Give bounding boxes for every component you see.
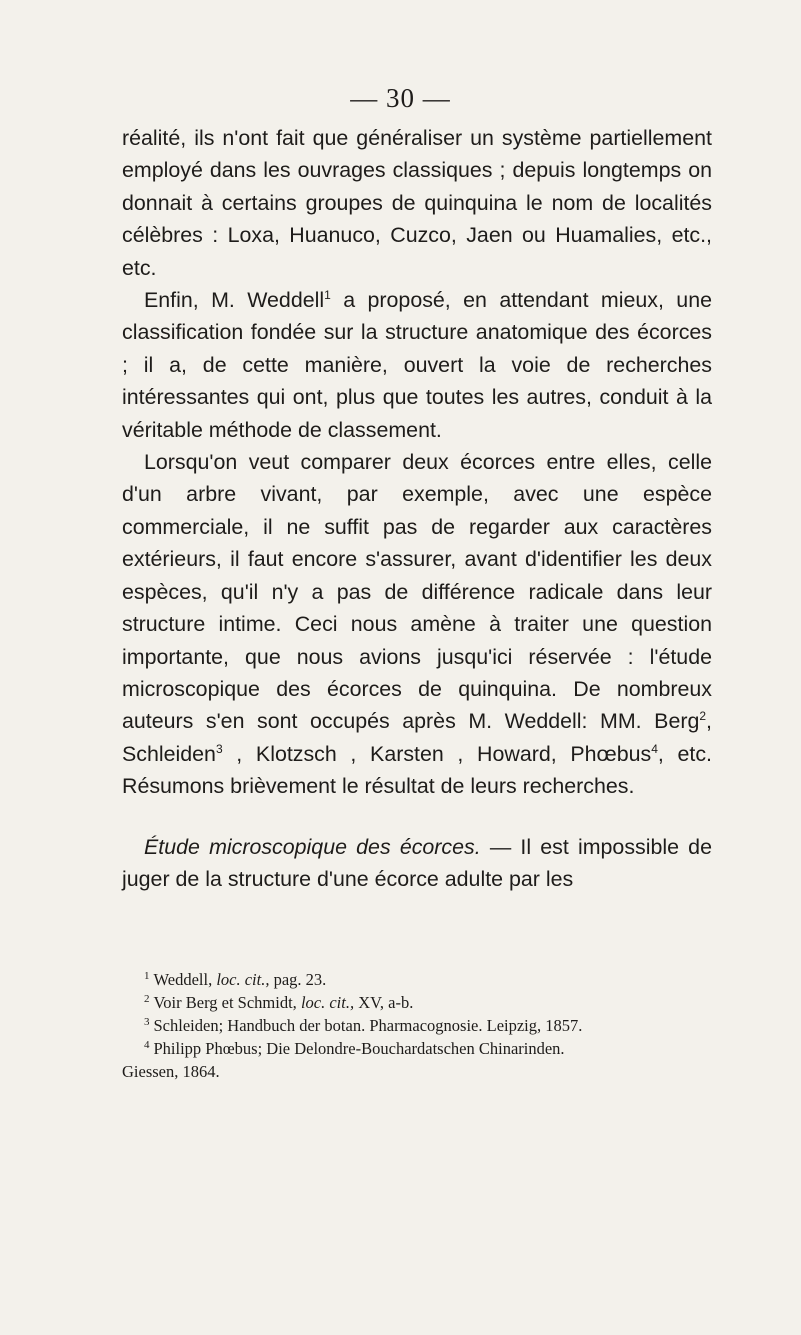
footnote-4	[122, 1037, 712, 1060]
footnote-ref-2: 2	[699, 709, 707, 724]
footnote-3	[122, 1014, 712, 1037]
footnote-text: Weddell,	[153, 970, 217, 989]
page-number: — 30 —	[350, 83, 451, 113]
paragraph-2-text-b: a proposé, en attendant mieux, une classification fondée sur la structure anatomique des écorces ; il a, de cette manière, ouvert la voie de recherches intéressantes qui ont, plus que toutes les autres, conduit à la véritable méthode de classement.	[122, 288, 712, 442]
section-text: — Il est impossible de juger de la structure d'une écorce adulte par les	[122, 834, 712, 891]
footnote-ref-3: 3	[215, 741, 223, 756]
footnote-text-after: pag. 23.	[269, 970, 327, 989]
footnote-2	[122, 991, 712, 1014]
paragraph-3	[122, 446, 712, 802]
paragraph-2-text-a: Enfin, M. Weddell	[144, 288, 325, 313]
footnote-italic: loc. cit.,	[216, 970, 270, 989]
footnote-number: 4	[144, 1038, 150, 1051]
paragraph-2	[122, 284, 712, 446]
footnote-number: 1	[144, 969, 150, 982]
footnote-italic: loc. cit.,	[300, 993, 355, 1012]
footnote-1	[122, 968, 712, 991]
footnote-text: Voir Berg et Schmidt,	[153, 993, 301, 1012]
footnotes	[122, 968, 712, 1083]
footnote-text: Philipp Phœbus; Die Delondre-Bouchardatschen Chinarinden.	[153, 1039, 565, 1058]
footnote-text: Schleiden; Handbuch der botan. Pharmacognosie. Leipzig, 1857.	[153, 1016, 583, 1035]
body-text	[122, 122, 712, 895]
footnote-ref-4: 4	[651, 741, 658, 756]
section-paragraph	[122, 831, 712, 896]
paragraph-3-text-a: Lorsqu'on veut comparer deux écorces entre elles, celle d'un arbre vivant, par exemple, avec une espèce commerciale, il ne suffit pas de regarder aux caractères extérieurs, il faut encore s'assurer, avant d'identifier les deux espèces, qu'il n'y a pas de différence radicale dans leur structure intime. Ceci nous amène à traiter une question importante, que nous avions jusqu'ici réservée : l'étude microscopique des écorces de quinquina. De nombreux auteurs s'en sont occupés après M. Weddell: MM. Berg	[122, 450, 712, 734]
footnote-number: 3	[144, 1015, 150, 1028]
footnote-text-after: XV, a-b.	[354, 993, 414, 1012]
paragraph-3-text-c: , Klotzsch , Karsten , Howard, Phœbus	[222, 741, 652, 766]
paragraph-1: réalité, ils n'ont fait que généraliser un système partiellement employé dans les ouvrages classiques ; depuis longtemps on donnait à certains groupes de quinquina le nom de localités célèbres : Loxa, Huanuco, Cuzco, Jaen ou Huamalies, etc., etc.	[122, 126, 712, 280]
paragraph-3-text-b: , Schleiden	[122, 709, 712, 766]
paragraph-3-text-d: , etc. Résumons brièvement le résultat de leurs recherches.	[122, 741, 712, 799]
section-heading: Étude microscopique des écorces.	[144, 834, 481, 859]
footnote-ref-1: 1	[324, 287, 331, 302]
footnote-number: 2	[144, 992, 150, 1005]
footnote-4-continuation: Giessen, 1864.	[122, 1062, 220, 1081]
